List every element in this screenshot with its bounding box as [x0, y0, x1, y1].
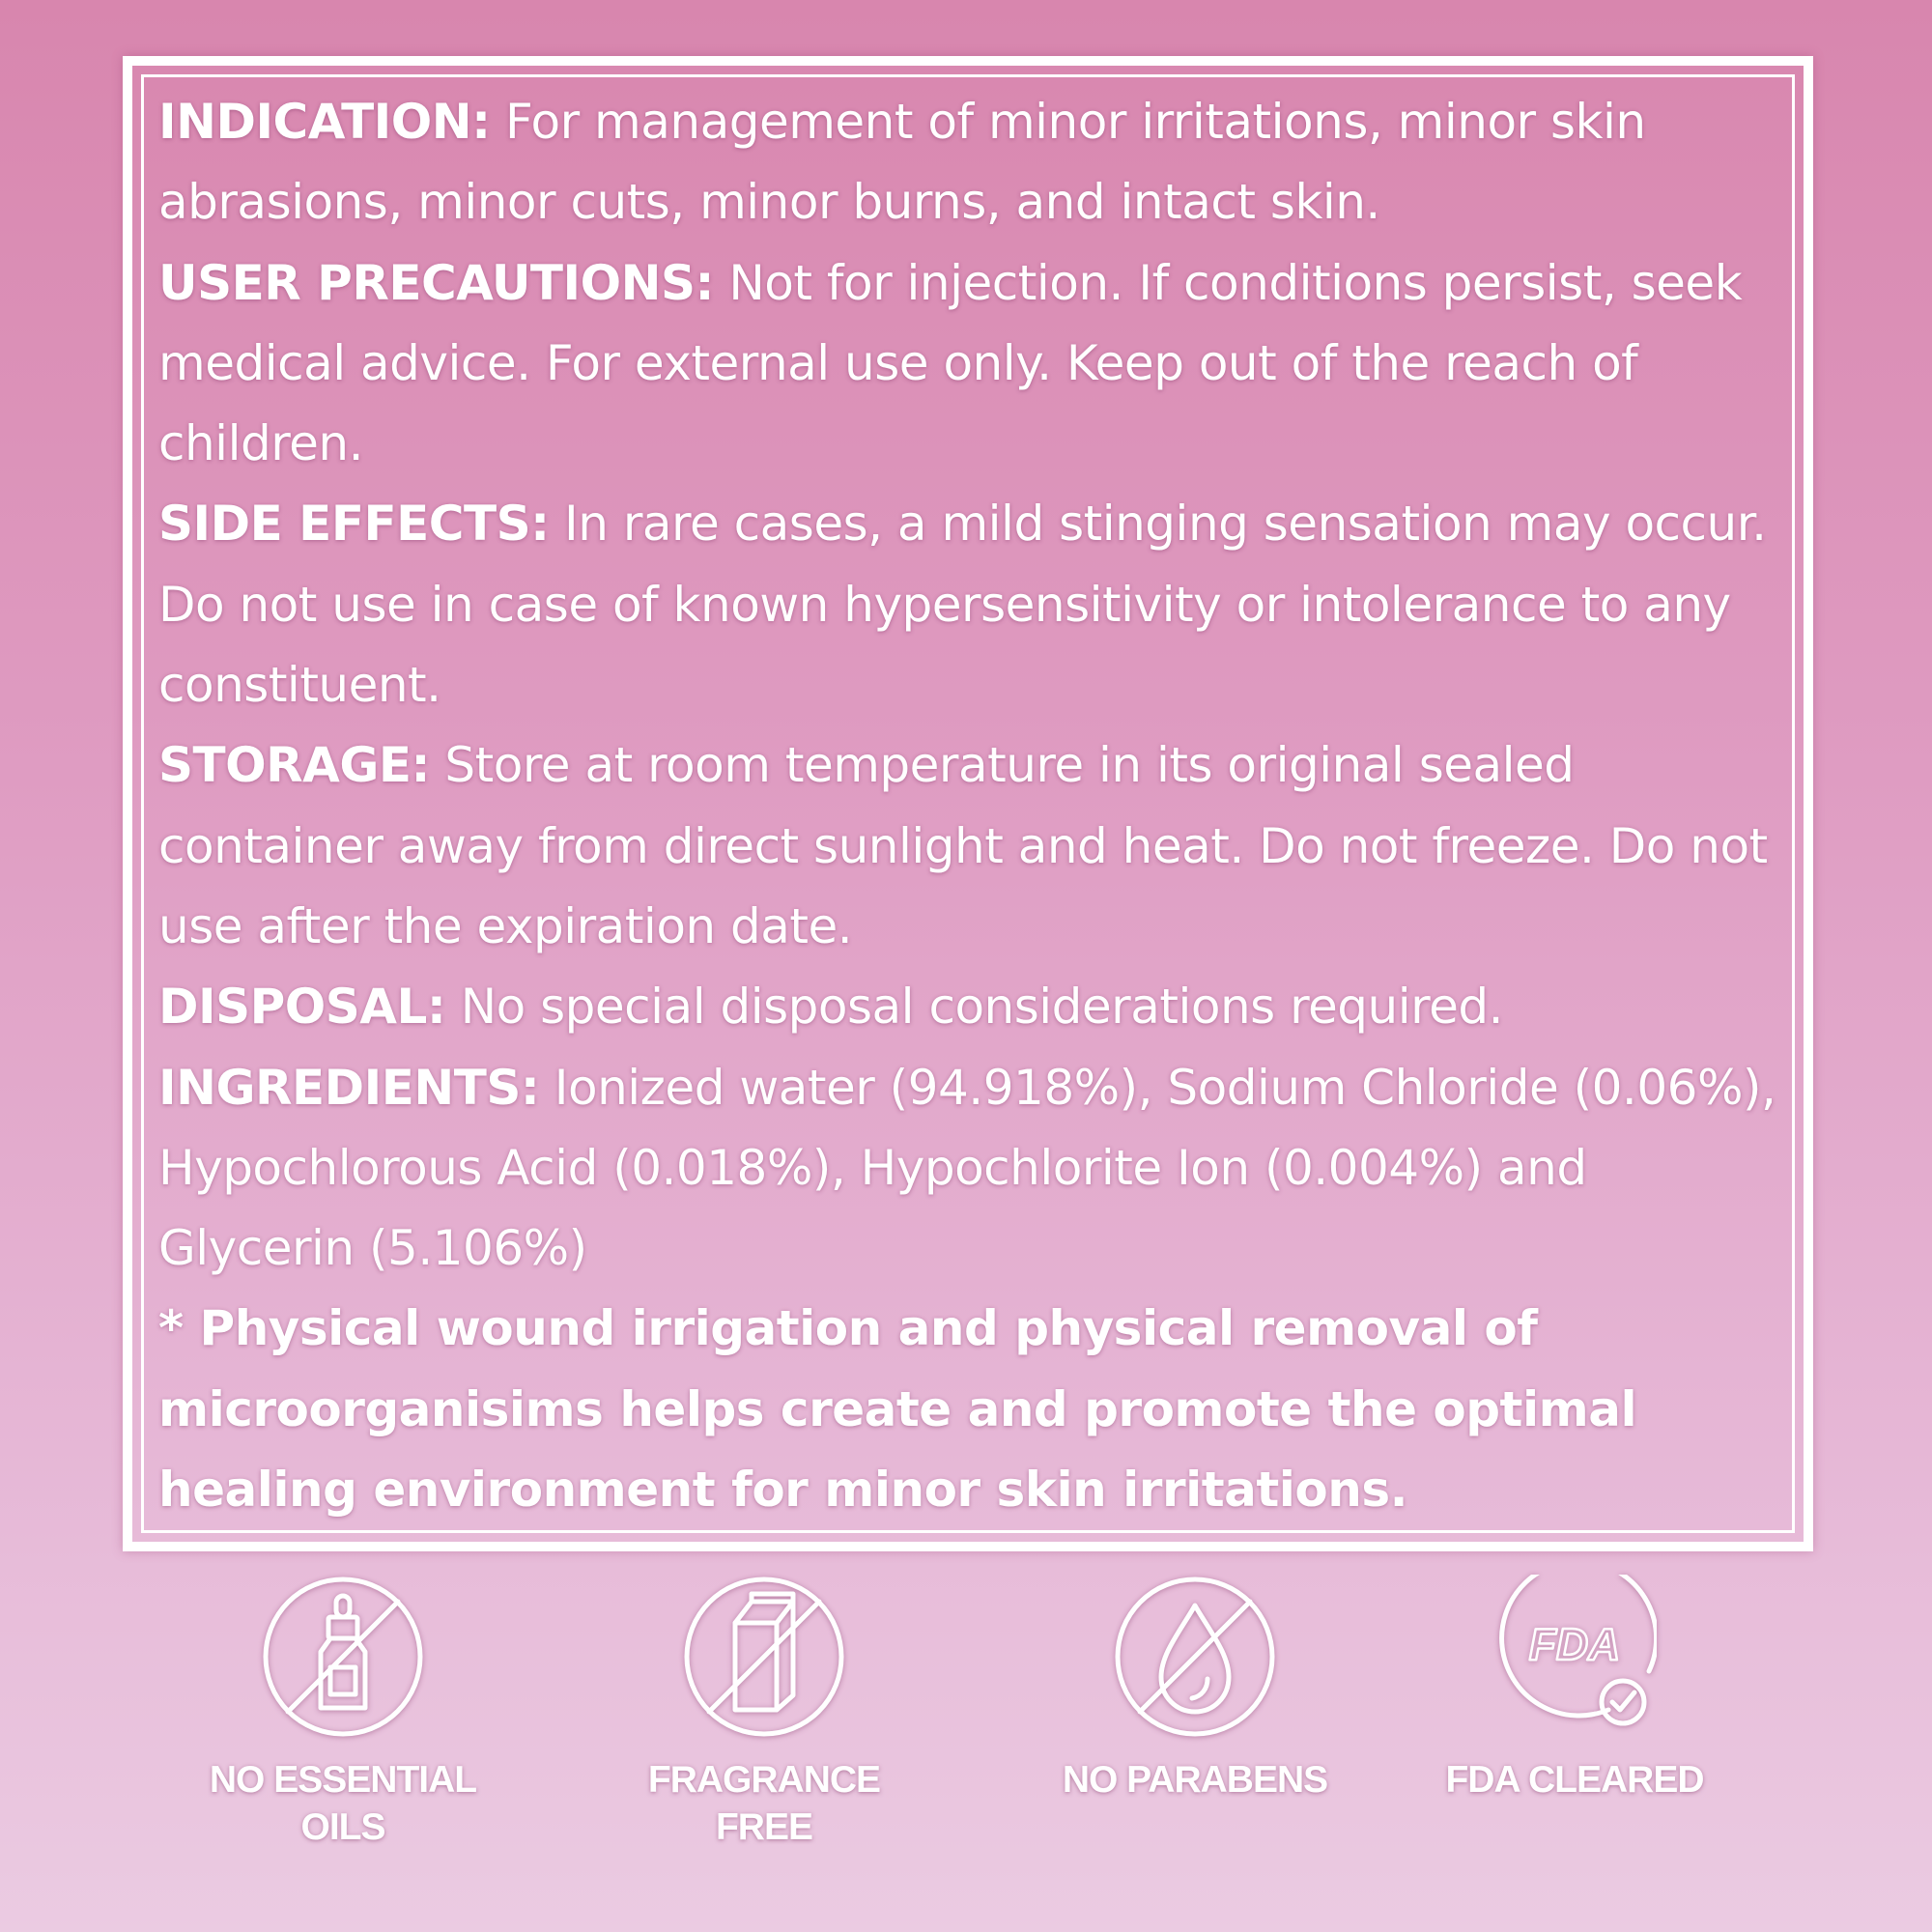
precautions-body: Not for injection. If conditions persist, seek medical advice. For external use only. Keep out of the reach of children. [158, 254, 1743, 472]
disposal-paragraph [158, 967, 1791, 1047]
ingredients-heading: INGREDIENTS: [158, 1059, 540, 1116]
badge-no-essential-oils [198, 1575, 488, 1851]
no-droplet-icon [1113, 1575, 1277, 1739]
storage-paragraph [158, 725, 1791, 967]
badge-row [0, 1575, 1932, 1864]
side-effects-paragraph [158, 484, 1791, 725]
badge-label-line2: OILS [300, 1806, 385, 1848]
badge-label-line1: FRAGRANCE [647, 1759, 881, 1801]
badge-label-line1: NO PARABENS [1062, 1759, 1328, 1801]
badge-label [1050, 1756, 1340, 1804]
product-info-text [158, 82, 1791, 1530]
badge-label [619, 1756, 909, 1851]
badge-label-line1: NO ESSENTIAL [209, 1759, 477, 1801]
badge-fda-cleared [1430, 1575, 1719, 1804]
badge-no-parabens [1050, 1575, 1340, 1804]
storage-heading: STORAGE: [158, 737, 431, 794]
badge-label-line2: FREE [715, 1806, 812, 1848]
side-effects-body: In rare cases, a mild stinging sensation may occur. Do not use in case of known hypersensitivity or intolerance to any constituent. [158, 496, 1767, 714]
ingredients-paragraph [158, 1048, 1791, 1290]
badge-label-line1: FDA CLEARED [1445, 1759, 1704, 1801]
disposal-heading: DISPOSAL: [158, 979, 446, 1036]
indication-paragraph [158, 82, 1791, 243]
no-dropper-bottle-icon [261, 1575, 425, 1739]
footnote: * Physical wound irrigation and physical removal of microorganisims helps create and promote the optimal healing environment for minor skin irritations. [158, 1300, 1637, 1519]
fda-check-icon [1492, 1575, 1657, 1739]
badge-fragrance-free [619, 1575, 909, 1851]
fda-logo-text: FDA [1528, 1619, 1621, 1669]
badge-label [1430, 1756, 1719, 1804]
ingredients-body: Ionized water (94.918%), Sodium Chloride (0.06%), Hypochlorous Acid (0.018%), Hypochlorite Ion (0.004%) and Glycerin (5.106%) [158, 1059, 1776, 1277]
indication-heading: INDICATION: [158, 94, 491, 150]
disposal-body: No special disposal considerations required. [445, 979, 1503, 1036]
indication-body: For management of minor irritations, minor skin abrasions, minor cuts, minor burns, and intact skin. [158, 94, 1646, 231]
no-carton-icon [682, 1575, 846, 1739]
precautions-heading: USER PRECAUTIONS: [158, 254, 714, 311]
badge-label [198, 1756, 488, 1851]
precautions-paragraph [158, 243, 1791, 485]
side-effects-heading: SIDE EFFECTS: [158, 496, 550, 553]
storage-body: Store at room temperature in its original sealed container away from direct sunlight and heat. Do not freeze. Do not use after the expiration date. [158, 737, 1768, 954]
